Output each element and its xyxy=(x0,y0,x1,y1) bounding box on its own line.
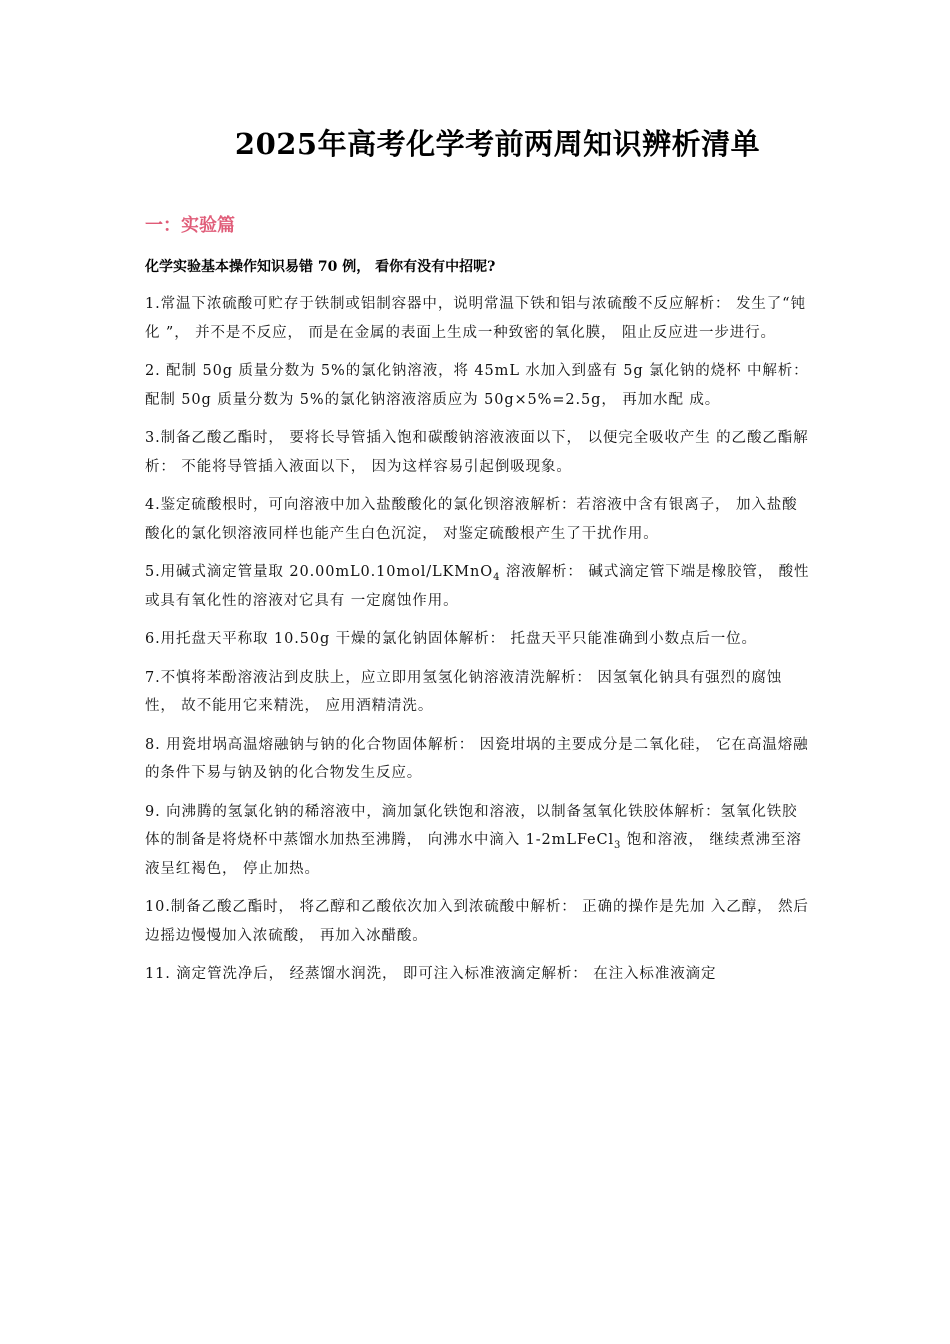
document-title: 2025年高考化学考前两周知识辨析清单 xyxy=(234,127,761,161)
subscript: 4 xyxy=(493,571,501,583)
list-item: 7.不慎将苯酚溶液沾到皮肤上，应立即用氢氢化钠溶液清洗解析： 因氢氧化钠具有强烈的腐蚀性， 故不能用它来精洗， 应用酒精清洗。 xyxy=(145,669,783,714)
item-text-part: 5.用碱式滴定管量取 20.00mL0.10mol/LKMnO xyxy=(145,564,494,580)
item-text-part: 饱和溶液， 继续煮沸至溶液呈红褐色， 停止加热。 xyxy=(145,832,802,877)
section-heading: 一：实验篇 xyxy=(145,215,235,236)
list-item: 4.鉴定硫酸根时，可向溶液中加入盐酸酸化的氯化钡溶液解析：若溶液中含有银离子， 加入盐酸酸化的氯化钡溶液同样也能产生白色沉淀， 对鉴定硫酸根产生了干扰作用。 xyxy=(145,497,798,542)
item-text-part: 9. 向沸腾的氢氯化钠的稀溶液中，滴加氯化铁饱和溶液，以制备氢氧化铁胶体解析：氢氧化铁胶体的制备是将烧杯中蒸馏水加热至沸腾， 向沸水中滴入 1-2mLFeCl xyxy=(145,803,798,848)
list-item: 8. 用瓷坩埚高温熔融钠与钠的化合物固体解析： 因瓷坩埚的主要成分是二氧化硅， 它在高温熔融的条件下易与钠及钠的化合物发生反应。 xyxy=(145,736,809,781)
list-item: 3.制备乙酸乙酯时， 要将长导管插入饱和碳酸钠溶液液面以下， 以便完全吸收产生 的乙酸乙酯解析： 不能将导管插入液面以下， 因为这样容易引起倒吸现象。 xyxy=(145,430,809,475)
list-item: 6.用托盘天平称取 10.50g 干燥的氯化钠固体解析： 托盘天平只能准确到小数点后一位。 xyxy=(145,631,757,647)
list-item: 11. 滴定管洗净后， 经蒸馏水润洗， 即可注入标准液滴定解析： 在注入标准液滴定 xyxy=(145,966,717,982)
list-item: 1.常温下浓硫酸可贮存于铁制或铝制容器中，说明常温下铁和铝与浓硫酸不反应解析： 发生了“钝化 ”， 并不是不反应， 而是在金属的表面上生成一种致密的氧化膜， 阻止反应进一步进行。 xyxy=(145,296,806,341)
item-text-part: 溶液解析： 碱式滴定管下端是橡胶管， 酸性或具有氧化性的溶液对它具有 一定腐蚀作用。 xyxy=(145,564,810,609)
item-list xyxy=(145,290,810,999)
list-item xyxy=(145,798,810,884)
subheading: 化学实验基本操作知识易错 70 例， 看你有没有中招呢? xyxy=(145,259,496,275)
list-item: 10.制备乙酸乙酯时， 将乙醇和乙酸依次加入到浓硫酸中解析： 正确的操作是先加 入乙醇， 然后边摇边慢慢加入浓硫酸， 再加入冰醋酸。 xyxy=(145,899,809,944)
list-item xyxy=(145,558,810,615)
subscript: 3 xyxy=(614,839,622,851)
list-item: 2. 配制 50g 质量分数为 5%的氯化钠溶液，将 45mL 水加入到盛有 5g 氯化钠的烧杯 中解析： 配制 50g 质量分数为 5%的氯化钠溶液溶质应为 50g×5%=2.5g， 再加水配 成。 xyxy=(145,363,809,408)
